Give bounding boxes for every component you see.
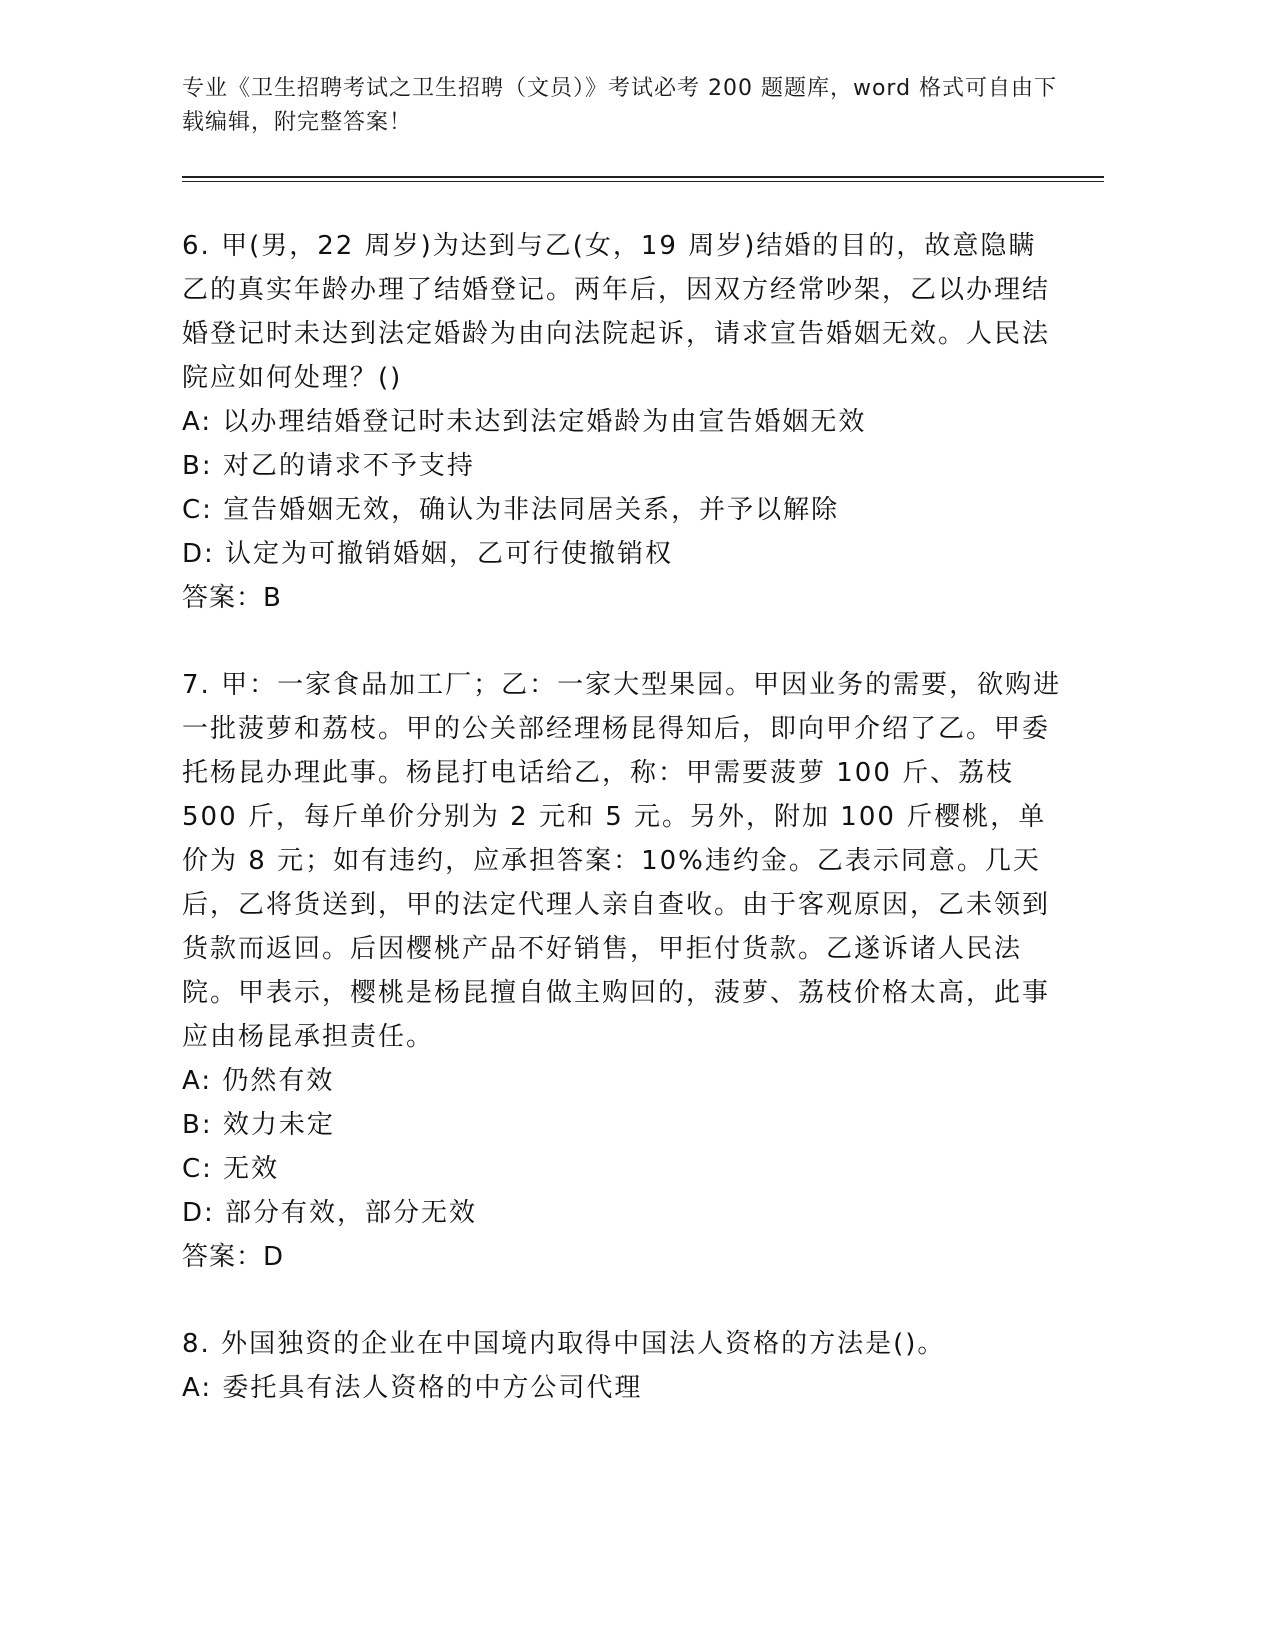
- header-divider: [182, 176, 1104, 178]
- option-d: D: 认定为可撤销婚姻，乙可行使撤销权: [182, 539, 674, 569]
- question-7: [182, 663, 1062, 1279]
- question-text: 7. 甲：一家食品加工厂；乙：一家大型果园。甲因业务的需要，欲购进一批菠萝和荔枝。甲的公关部经理杨昆得知后，即向甲介绍了乙。甲委托杨昆办理此事。杨昆打电话给乙，称：甲需要菠萝 100 斤、荔枝 500 斤，每斤单价分别为 2 元和 5 元。另外，附加 100 斤樱桃，单价为 8 元；如有违约，应承担答案：10%违约金。乙表示同意。几天后，乙将货送到，甲的法定代理人亲自查收。由于客观原因，乙未领到货款而返回。后因樱桃产品不好销售，甲拒付货款。乙遂诉诸人民法院。甲表示，樱桃是杨昆擅自做主购回的，菠萝、荔枝价格太高，此事应由杨昆承担责任。: [182, 670, 1062, 1052]
- spacer: [182, 1279, 1062, 1322]
- option-a: A: 委托具有法人资格的中方公司代理: [182, 1373, 643, 1403]
- header-divider-thin: [182, 181, 1104, 182]
- spacer: [182, 620, 1062, 663]
- question-6: [182, 224, 1062, 620]
- option-d: D: 部分有效，部分无效: [182, 1198, 478, 1228]
- option-c: C: 宣告婚姻无效，确认为非法同居关系，并予以解除: [182, 495, 840, 525]
- option-a: A: 仍然有效: [182, 1066, 335, 1096]
- option-b: B: 效力未定: [182, 1110, 335, 1140]
- question-8: [182, 1322, 1062, 1410]
- option-b: B: 对乙的请求不予支持: [182, 451, 475, 481]
- question-text: 6. 甲(男，22 周岁)为达到与乙(女，19 周岁)结婚的目的，故意隐瞒乙的真实年龄办理了结婚登记。两年后，因双方经常吵架，乙以办理结婚登记时未达到法定婚龄为由向法院起诉，请求宣告婚姻无效。人民法院应如何处理？(): [182, 231, 1051, 393]
- answer: 答案：B: [182, 583, 282, 613]
- option-c: C: 无效: [182, 1154, 280, 1184]
- question-list: [182, 224, 1062, 1410]
- answer: 答案：D: [182, 1242, 285, 1272]
- question-text: 8. 外国独资的企业在中国境内取得中国法人资格的方法是()。: [182, 1329, 946, 1359]
- option-a: A: 以办理结婚登记时未达到法定婚龄为由宣告婚姻无效: [182, 407, 867, 437]
- document-header: 专业《卫生招聘考试之卫生招聘（文员）》考试必考 200 题题库，word 格式可自由下载编辑，附完整答案！: [182, 76, 1058, 135]
